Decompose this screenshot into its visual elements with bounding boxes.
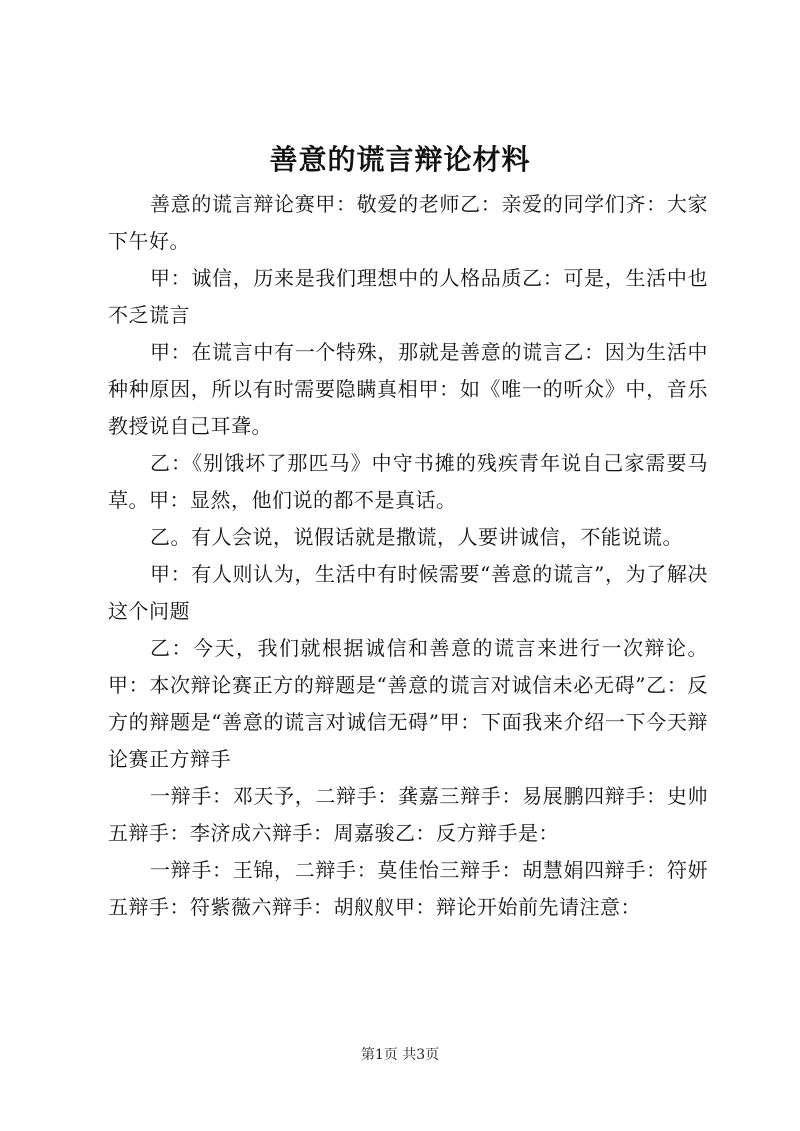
document-title: 善意的谎言辩论材料 (269, 143, 531, 176)
paragraph-7: 乙：今天，我们就根据诚信和善意的谎言来进行一次辩论。甲：本次辩论赛正方的辩题是“善意的谎言对诚信未必无碍”乙：反方的辩题是“善意的谎言对诚信无碍”甲：下面我来介绍一下今天辩论赛正方辩手 (108, 636, 708, 771)
paragraph-6: 甲：有人则认为，生活中有时候需要“善意的谎言”，为了解决这个问题 (108, 562, 708, 623)
paragraph-3: 甲：在谎言中有一个特殊，那就是善意的谎言乙：因为生活中种种原因，所以有时需要隐瞒真相甲：如《唯一的听众》中，音乐教授说自己耳聋。 (108, 340, 708, 438)
page-number: 第1页 共3页 (360, 1047, 440, 1063)
paragraph-2: 甲：诚信，历来是我们理想中的人格品质乙：可是，生活中也不乏谎言 (108, 266, 708, 327)
document-body (108, 186, 708, 926)
paragraph-8: 一辩手：邓天予，二辩手：龚嘉三辩手：易展鹏四辩手：史帅五辩手：李济成六辩手：周嘉骏乙：反方辩手是： (108, 784, 708, 845)
paragraph-5: 乙。有人会说，说假话就是撒谎，人要讲诚信，不能说谎。 (150, 525, 683, 549)
paragraph-9: 一辩手：王锦，二辩手：莫佳怡三辩手：胡慧娟四辩手：符妍五辩手：符紫薇六辩手：胡舣舣甲：辩论开始前先请注意： (108, 858, 708, 919)
paragraph-1: 善意的谎言辩论赛甲：敬爱的老师乙：亲爱的同学们齐：大家下午好。 (108, 192, 708, 253)
page-footer (0, 1045, 800, 1065)
paragraph-4: 乙：《别饿坏了那匹马》中守书摊的残疾青年说自己家需要马草。甲：显然，他们说的都不是真话。 (108, 451, 708, 512)
